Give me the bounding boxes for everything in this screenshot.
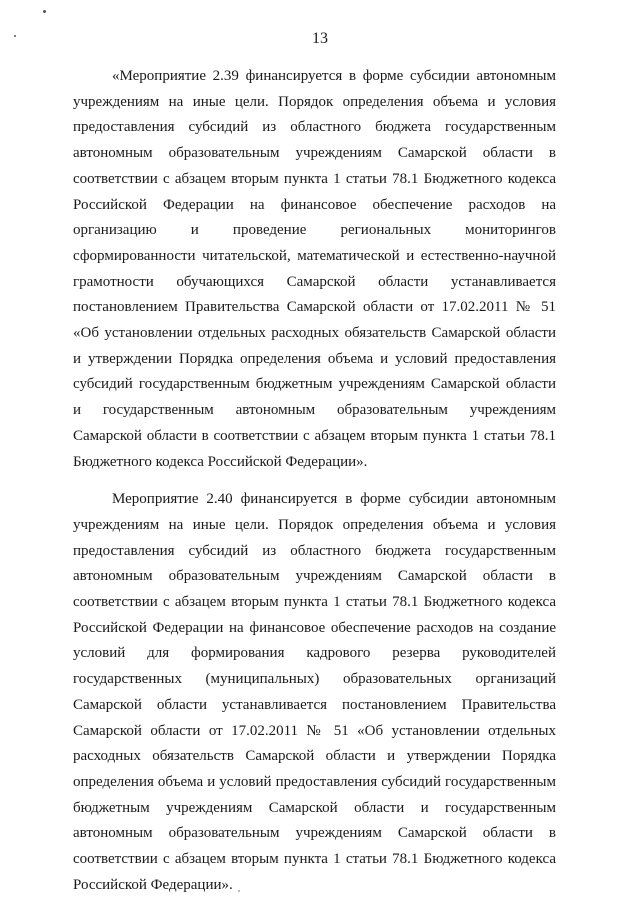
document-body (73, 64, 556, 899)
paragraph-measure-2-40: Мероприятие 2.40 финансируется в форме субсидии автономным учреждениям на иные цели. Порядок определения объема и условия предоставления субсидий из областного бюджета государственным автономным образовательным учреждениям Самарской области в соответствии с абзацем вторым пункта 1 статьи 78.1 Бюджетного кодекса Российской Федерации на финансовое обеспечение расходов на создание условий для формирования кадрового резерва руководителей государственных (муниципальных) образовательных организаций Самарской области устанавливается постановлением Правительства Самарской области от 17.02.2011 № 51 «Об установлении отдельных расходных обязательств Самарской области и утверждении Порядка определения объема и условий предоставления субсидий государственным бюджетным учреждениям Самарской области и государственным автономным образовательным учреждениям Самарской области в соответствии с абзацем вторым пункта 1 статьи 78.1 Бюджетного кодекса Российской Федерации». (73, 491, 556, 893)
scan-speck (43, 10, 46, 13)
paragraph-measure-2-39: «Мероприятие 2.39 финансируется в форме субсидии автономным учреждениям на иные цели. Порядок определения объема и условия предоставления субсидий из областного бюджета государственным автономным образовательным учреждениям Самарской области в соответствии с абзацем вторым пункта 1 статьи 78.1 Бюджетного кодекса Российской Федерации на финансовое обеспечение расходов на организацию и проведение региональных мониторингов сформированности читательской, математической и естественно-научной грамотности обучающихся Самарской области устанавливается постановлением Правительства Самарской области от 17.02.2011 № 51 «Об установлении отдельных расходных обязательств Самарской области и утверждении Порядка определения объема и условий предоставления субсидий государственным бюджетным учреждениям Самарской области и государственным автономным образовательным учреждениям Самарской области в соответствии с абзацем вторым пункта 1 статьи 78.1 Бюджетного кодекса Российской Федерации». (73, 68, 556, 470)
page-number: 13 (312, 30, 328, 47)
